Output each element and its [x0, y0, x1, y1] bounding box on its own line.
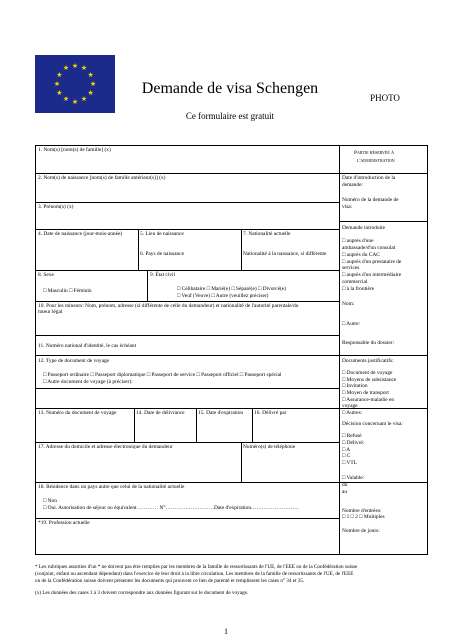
- field-12-options-row1[interactable]: □ Passeport ordinaire □ Passeport diplomatique □ Passeport de service □ Passeport officiel □ Passeport spécial: [43, 372, 282, 378]
- valid-to-label: au: [342, 489, 348, 495]
- doc-travel-checkbox[interactable]: □ Document de voyage: [342, 370, 393, 376]
- page-title: Demande de visa Schengen: [141, 80, 319, 97]
- submitted-intermediary-text: commercial: [342, 279, 368, 285]
- field-1-surname[interactable]: 1. Nom(s) [nom(s) de famille] (x): [38, 147, 111, 153]
- field-2-birth-surname[interactable]: 2. Nom(s) de naissance [nom(s) de famille antérieur(s)] (x): [38, 175, 166, 181]
- visa-type-vtl-checkbox[interactable]: □ VTL: [342, 460, 357, 466]
- field-9-options-row1[interactable]: □ Célibataire □ Marié(e) □ Séparé(e) □ Divorcé(e): [177, 286, 286, 292]
- flag-star-icon: ★: [53, 79, 61, 88]
- form-frame: [35, 145, 428, 555]
- photo-box[interactable]: PHOTO: [370, 93, 400, 103]
- eu-flag-icon: [35, 55, 115, 113]
- field-18-option-yes[interactable]: □ Oui. Autorisation de séjour ou équivalent………… N°………………………Date d'expiration………………………: [43, 505, 300, 511]
- name-label: Nom:: [342, 301, 355, 307]
- field-7-nationality-at-birth[interactable]: Nationalité à la naissance, si différente: [243, 251, 327, 257]
- days-label: Nombre de jours:: [342, 528, 380, 534]
- field-10-guardian-line2[interactable]: tuteur légal: [38, 309, 63, 315]
- doc-insurance-text: voyage: [342, 403, 358, 409]
- valid-from-label: du: [342, 482, 348, 488]
- visa-type-c-checkbox[interactable]: □ C: [342, 453, 351, 459]
- submitted-provider-text: services: [342, 265, 360, 271]
- footnote-line3: ou de la Confédération suisse doivent présenter les documents qui prouvent ce lien de parenté et remplissent les cases n° 34 et 35.: [35, 578, 305, 584]
- case-officer-label: Responsable du dossier:: [342, 340, 395, 346]
- request-number-label-2: visa:: [342, 204, 353, 210]
- field-3-first-names[interactable]: 3. Prénom(s) (x): [38, 204, 74, 210]
- field-12-doc-type-label: 12. Type de document de voyage: [38, 358, 110, 364]
- intro-date-label-2: demande:: [342, 182, 363, 188]
- valid-checkbox[interactable]: □ Valable:: [342, 475, 365, 481]
- flag-star-icon: ★: [71, 61, 79, 70]
- flag-star-icon: ★: [56, 88, 63, 97]
- field-4-birth-date[interactable]: 4. Date de naissance (jour-mois-année): [38, 231, 123, 237]
- doc-insurance-checkbox[interactable]: □ Assurance-maladie en: [342, 397, 395, 403]
- field-6-birth-country[interactable]: 6. Pays de naissance: [140, 251, 185, 257]
- field-8-sex-label: 8. Sexe: [38, 272, 54, 278]
- submitted-embassy-text: ambassade/d'un consulat: [342, 245, 396, 251]
- field-13-doc-number[interactable]: 13. Numéro du document de voyage: [38, 410, 117, 416]
- field-17-address[interactable]: 17. Adresse du domicile et adresse électronique du demandeur: [38, 444, 173, 450]
- field-16-issued-by[interactable]: 16. Délivré par: [254, 410, 287, 416]
- admin-reserved-line1: Partie réservée à: [354, 150, 395, 156]
- decision-refused-checkbox[interactable]: □ Refusé: [342, 433, 362, 439]
- submitted-provider-checkbox[interactable]: □ auprès d'un prestataire de: [342, 259, 402, 265]
- request-number-label: Numéro de la demande de: [342, 197, 399, 203]
- flag-star-icon: ★: [62, 95, 70, 104]
- submitted-embassy-checkbox[interactable]: □ auprès d'une: [342, 238, 374, 244]
- flag-star-icon: ★: [71, 97, 79, 106]
- intro-date-label: Date d'introduction de la: [342, 175, 396, 181]
- field-19-profession[interactable]: *19. Profession actuelle: [38, 520, 90, 526]
- flag-star-icon: ★: [56, 70, 63, 79]
- visa-type-a-checkbox[interactable]: □ A: [342, 447, 351, 453]
- doc-transport-checkbox[interactable]: □ Moyen de transport: [342, 390, 389, 396]
- field-7-nationality[interactable]: 7. Nationalité actuelle: [243, 231, 291, 237]
- page-subtitle: Ce formulaire est gratuit: [185, 111, 275, 121]
- field-9-civil-status-label: 9. État civil: [150, 272, 176, 278]
- field-18-residence-label: 18. Résidence dans un pays autre que celui de la nationalité actuelle: [38, 484, 185, 490]
- flag-star-icon: ★: [62, 63, 70, 72]
- decision-issued-checkbox[interactable]: □ Délivré:: [342, 440, 365, 446]
- field-11-national-id[interactable]: 11. Numéro national d'identité, le cas échéant: [38, 343, 137, 349]
- flag-star-icon: ★: [80, 63, 88, 72]
- submitted-intermediary-checkbox[interactable]: □ auprès d'un intermédiaire: [342, 272, 402, 278]
- field-18-option-no[interactable]: □ Non: [43, 498, 57, 504]
- field-15-expiry-date[interactable]: 15. Date d'expiration: [198, 410, 244, 416]
- doc-means-checkbox[interactable]: □ Moyens de subsistance: [342, 377, 397, 383]
- other-checkbox[interactable]: □ Autre:: [342, 321, 361, 327]
- field-17-phone[interactable]: Numéro(s) de téléphone: [243, 444, 296, 450]
- field-5-birth-place[interactable]: 5. Lieu de naissance: [140, 231, 184, 237]
- flag-star-icon: ★: [87, 88, 94, 97]
- flag-star-icon: ★: [87, 70, 94, 79]
- entries-options[interactable]: □ 1 □ 2 □ Multiples: [342, 514, 385, 520]
- field-14-issue-date[interactable]: 14. Date de délivrance: [136, 410, 185, 416]
- supporting-docs-label: Documents justificatifs:: [342, 358, 394, 364]
- entries-label: Nombre d'entrées:: [342, 508, 382, 514]
- flag-star-icon: ★: [80, 95, 88, 104]
- page-number: 1: [224, 627, 228, 636]
- flag-star-icon: ★: [89, 79, 97, 88]
- doc-other-checkbox[interactable]: □ Autres:: [342, 410, 363, 416]
- admin-reserved-line2: l'administration: [357, 158, 395, 164]
- footnote-line4: (x) Les données des cases 1 à 3 doivent correspondre aux données figurant sur le document de voyage.: [35, 590, 249, 596]
- footnote-line2: (conjoint, enfant ou ascendant dépendant) dans l'exercice de leur droit à la libre circulation. Les membres de la famille de ressortissants de l'UE, de l'EEE: [35, 571, 354, 577]
- footnote-line1: * Les rubriques assorties d'un * ne doivent pas être remplies par les membres de la famille de ressortissants de l'UE, de l'EEE ou de la Confédération suisse: [35, 564, 358, 570]
- visa-decision-label: Décision concernant le visa:: [342, 421, 403, 427]
- submitted-cac-checkbox[interactable]: □ auprès du CAC: [342, 252, 380, 258]
- field-12-options-row2[interactable]: □ Autre document de voyage (à préciser):: [43, 379, 133, 385]
- submitted-at-label: Demande introduite: [342, 225, 385, 231]
- field-10-guardian-line1[interactable]: 10. Pour les mineurs: Nom, prénom, adresse (si différente de celle du demandeur) et nationalité de l'autorité parentale/du: [38, 303, 299, 309]
- field-9-options-row2[interactable]: □ Veuf (Veuve) □ Autre (veuillez préciser): [177, 293, 269, 299]
- doc-invitation-checkbox[interactable]: □ Invitation: [342, 383, 368, 389]
- field-8-sex-options[interactable]: □ Masculin □ Féminin: [43, 288, 92, 294]
- submitted-border-checkbox[interactable]: □ à la frontière: [342, 286, 375, 292]
